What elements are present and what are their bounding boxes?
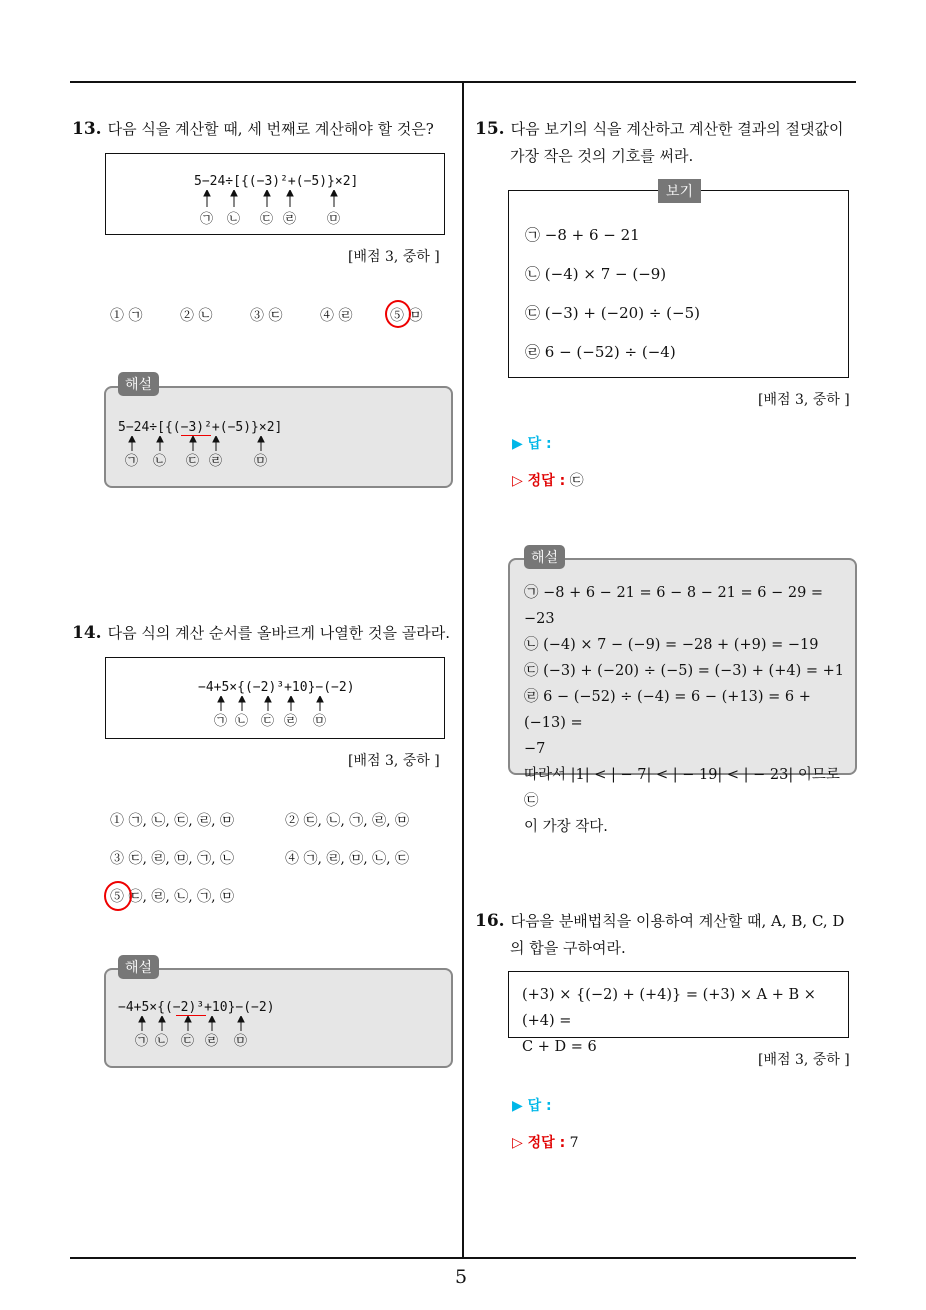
solution-box [104,968,453,1068]
label-c: ㉢ [261,714,275,729]
bogi-box [508,190,849,378]
score: [배점 3, 중하 ] [348,753,440,769]
selected-answer-mark [385,300,411,328]
solution-formula: −4+5×{(−2)³+10}−(−2) [118,1000,275,1015]
question-text-line-1: 다음을 분배법칙을 이용하여 계산할 때, A, B, C, D [510,912,845,930]
question-16 [475,907,844,935]
column-divider [462,82,464,1259]
formula-box [105,657,445,739]
score: [배점 3, 중하 ] [758,392,850,408]
solution-box [508,558,857,835]
choice-2[interactable]: ② ㉡ [180,308,213,324]
choice-4[interactable]: ④ ㉠, ㉣, ㉤, ㉡, ㉢ [285,851,410,867]
choice-3[interactable]: ③ ㉢ [250,308,283,324]
label-d: ㉣ [205,1034,219,1049]
option-a: ㉠ −8 + 6 − 21 [525,226,640,244]
label-d: ㉣ [209,454,223,469]
solution-label: 해설 [524,545,565,569]
arrow-markers [106,190,446,208]
formula-box [105,153,445,235]
solution-line: −7 [524,741,546,757]
solution-text [524,580,854,840]
option-d: ㉣ 6 − (−52) ÷ (−4) [525,343,676,361]
label-c: ㉢ [181,1034,195,1049]
choice-3[interactable]: ③ ㉢, ㉣, ㉤, ㉠, ㉡ [110,851,235,867]
label-b: ㉡ [155,1034,169,1049]
solution-label: 해설 [118,372,159,396]
label-e: ㉤ [254,454,268,469]
choice-5[interactable]: ⑤ ㉢, ㉣, ㉡, ㉠, ㉤ [110,889,235,905]
label-a: ㉠ [125,454,139,469]
bottom-rule [70,1257,856,1259]
question-number: 16. [475,911,505,931]
choice-2[interactable]: ② ㉢, ㉡, ㉠, ㉣, ㉤ [285,813,410,829]
label-c: ㉢ [260,212,274,227]
solution-line: 이 가장 작다. [524,819,608,835]
correct-answer-row [512,1132,579,1152]
selected-answer-mark [104,881,132,911]
label-e: ㉤ [313,714,327,729]
option-c: ㉢ (−3) + (−20) ÷ (−5) [525,304,700,322]
solution-line: 따라서 |1| < | − 7| < | − 19| < | − 23| 이므로 ㉢ [524,767,840,809]
correct-answer-row [512,470,584,490]
answer-label: ▶ 답 : [512,1098,552,1114]
arrow-markers [106,696,446,712]
solution-line: ㉣ 6 − (−52) ÷ (−4) = 6 − (+13) = 6 + (−13) = [524,689,811,731]
formula: −4+5×{(−2)³+10}−(−2) [198,680,355,695]
solution-formula: 5−24÷[{(−3)²+(−5)}×2] [118,420,283,435]
formula-line-1: (+3) × {(−2) + (+4)} = (+3) × A + B × (+4) = [522,987,816,1029]
answer-label: ▶ 답 : [512,436,552,452]
label-e: ㉤ [234,1034,248,1049]
solution-box [104,386,453,488]
solution-line: ㉠ −8 + 6 − 21 = 6 − 8 − 21 = 6 − 29 = −23 [524,585,824,627]
question-number: 15. [475,119,505,139]
correct-value: ㉢ [569,473,584,489]
question-number: 13. [72,119,102,139]
label-b: ㉡ [153,454,167,469]
score: [배점 3, 중하 ] [348,249,440,265]
label-a: ㉠ [200,212,214,227]
solution-line: ㉢ (−3) + (−20) ÷ (−5) = (−3) + (+4) = +1 [524,663,844,679]
choice-4[interactable]: ④ ㉣ [320,308,353,324]
correct-label: ▷ 정답 : [512,1135,566,1151]
formula: 5−24÷[{(−3)²+(−5)}×2] [194,174,359,189]
question-text: 다음 식을 계산할 때, 세 번째로 계산해야 할 것은? [107,120,434,138]
label-a: ㉠ [135,1034,149,1049]
label-d: ㉣ [284,714,298,729]
formula-line-2: C + D = 6 [522,1039,597,1055]
score: [배점 3, 중하 ] [758,1052,850,1068]
label-a: ㉠ [214,714,228,729]
correct-value: 7 [569,1135,579,1151]
choice-1[interactable]: ① ㉠ [110,308,143,324]
label-d: ㉣ [283,212,297,227]
question-text-line-2: 의 합을 구하여라. [510,939,626,957]
question-number: 14. [72,623,102,643]
label-b: ㉡ [227,212,241,227]
solution-label: 해설 [118,955,159,979]
label-b: ㉡ [235,714,249,729]
solution-line: ㉡ (−4) × 7 − (−9) = −28 + (+9) = −19 [524,637,819,653]
question-13 [72,115,434,143]
bogi-label: 보기 [658,179,701,203]
formula-box [508,971,849,1055]
question-15 [475,115,843,143]
option-b: ㉡ (−4) × 7 − (−9) [525,265,667,283]
question-text: 다음 식의 계산 순서를 올바르게 나열한 것을 골라라. [107,624,451,642]
question-text-line-2: 가장 작은 것의 기호를 써라. [510,147,694,165]
label-e: ㉤ [327,212,341,227]
question-text-line-1: 다음 보기의 식을 계산하고 계산한 결과의 절댓값이 [510,120,844,138]
choice-5[interactable]: ⑤ ㉤ [390,308,423,324]
question-14 [72,619,450,647]
choice-1[interactable]: ① ㉠, ㉡, ㉢, ㉣, ㉤ [110,813,235,829]
label-c: ㉢ [186,454,200,469]
correct-label: ▷ 정답 : [512,473,566,489]
page-number: 5 [455,1266,468,1288]
